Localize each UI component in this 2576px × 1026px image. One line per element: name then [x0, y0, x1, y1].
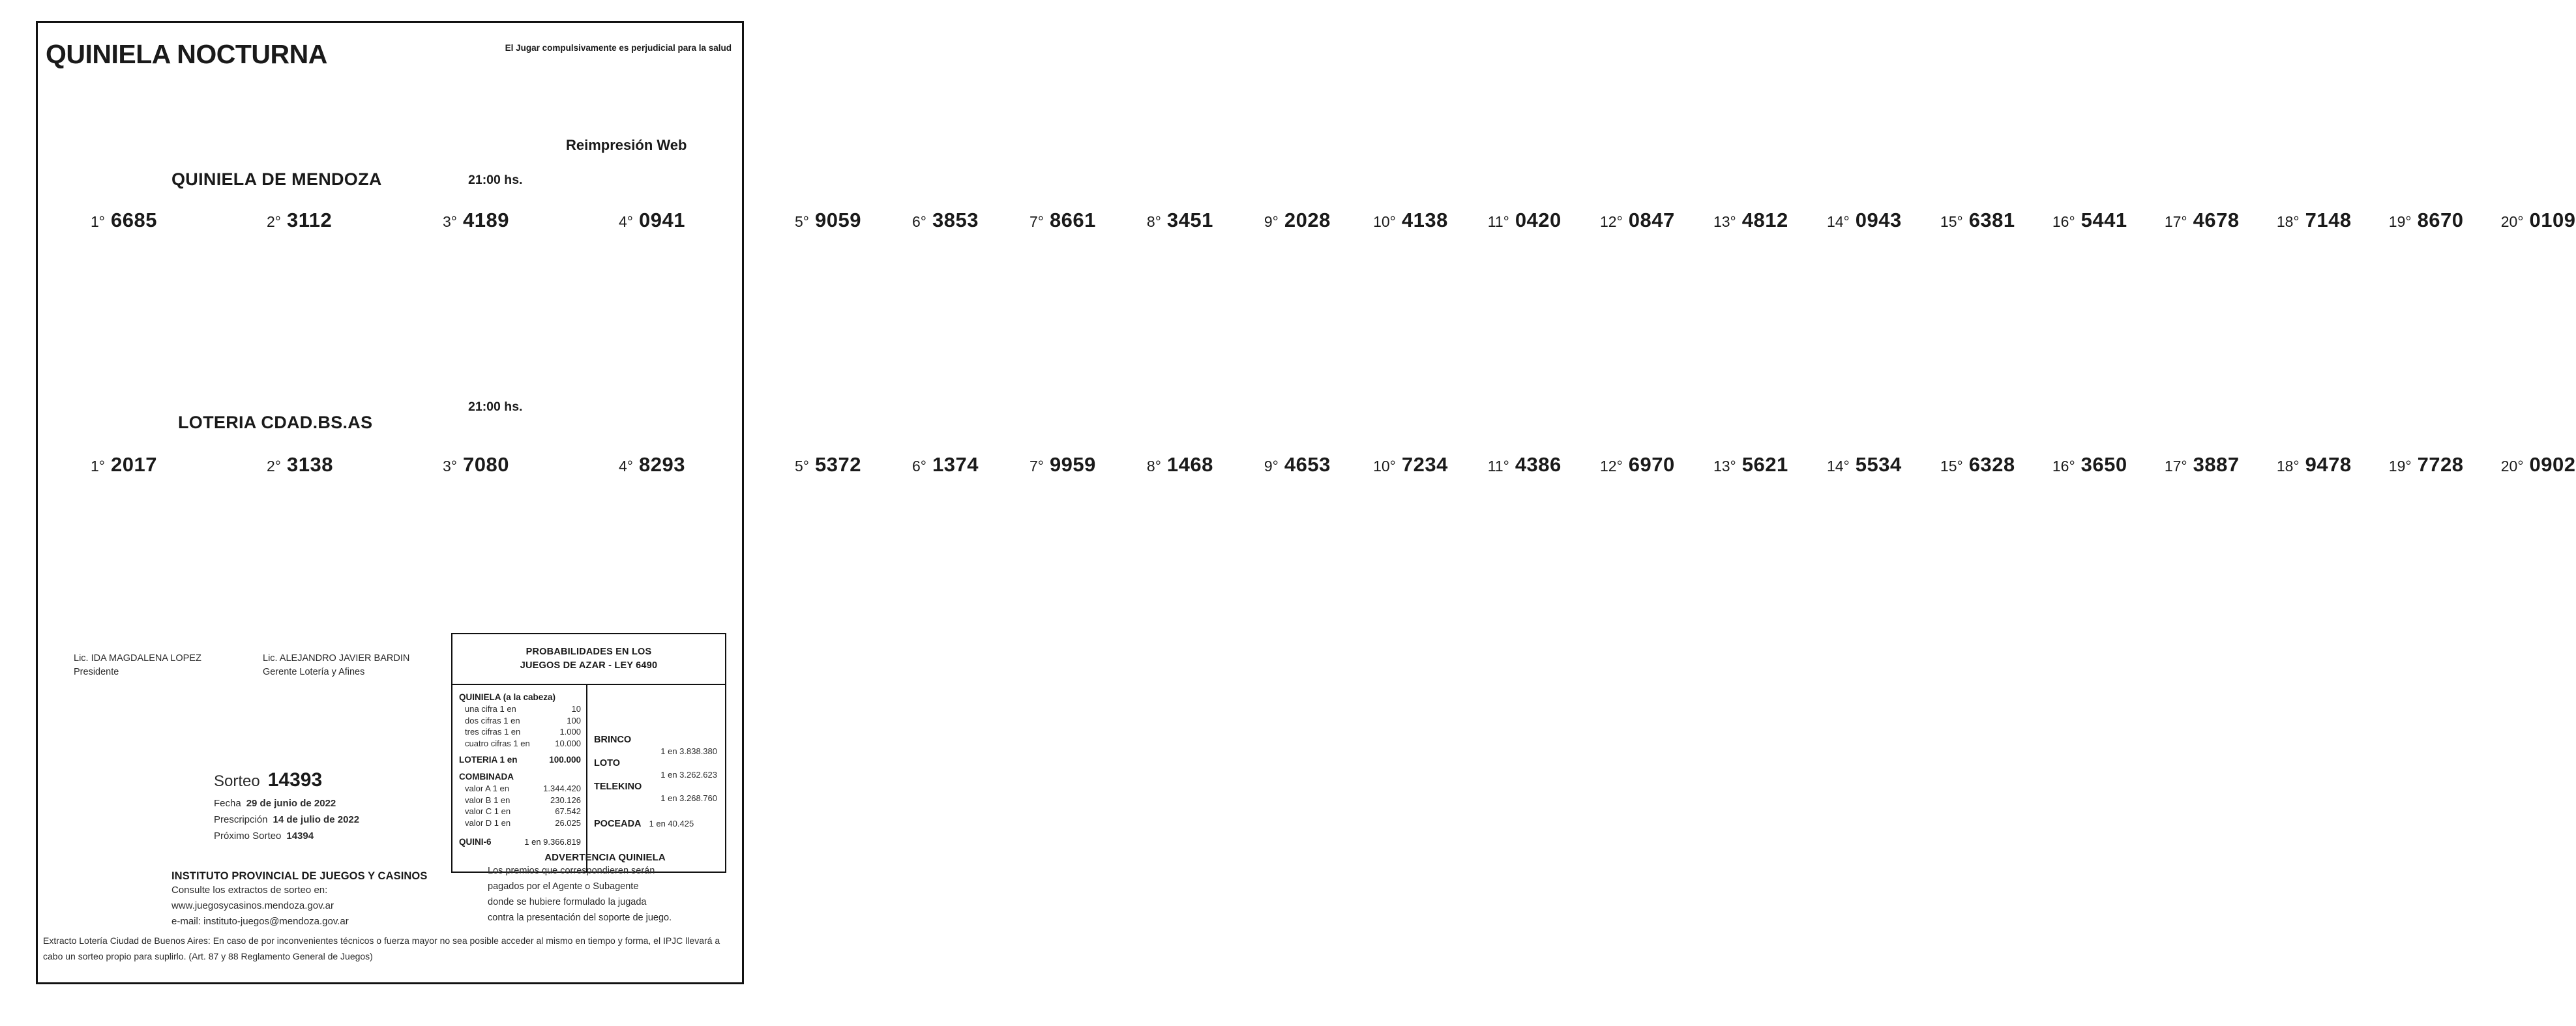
- result-number: 7728: [2417, 453, 2464, 476]
- result-number: 4653: [1284, 453, 1331, 476]
- result-position: 17°: [2164, 213, 2187, 230]
- result-position: 10°: [1373, 458, 1396, 475]
- probability-row: [459, 703, 581, 715]
- result-number: 4189: [463, 209, 509, 231]
- result-position: 20°: [2500, 213, 2524, 230]
- fecha-value: 29 de junio de 2022: [246, 798, 336, 809]
- result-number: 3853: [932, 209, 979, 231]
- game-name: LOTO: [594, 758, 621, 769]
- result-number: 6381: [1968, 209, 2015, 231]
- result-number: 9959: [1049, 453, 1096, 476]
- result-item: [1448, 209, 1562, 246]
- result-number: 2017: [111, 453, 157, 476]
- result-position: 1°: [91, 458, 105, 475]
- result-item: [979, 453, 1096, 490]
- advertencia-line: Los premios que correspondieren serán: [488, 866, 655, 876]
- probability-value: 26.025: [555, 817, 581, 828]
- quini6-label: QUINI-6: [459, 837, 492, 847]
- result-position: 18°: [2276, 458, 2300, 475]
- result-number: 0941: [639, 209, 685, 231]
- result-position: 9°: [1264, 458, 1279, 475]
- result-item: [1096, 209, 1213, 246]
- sorteo-number: 14393: [267, 769, 323, 791]
- advertencia-lines: [488, 863, 722, 926]
- result-number: 4386: [1515, 453, 1562, 476]
- result-number: 8670: [2417, 209, 2464, 231]
- result-position: 14°: [1826, 213, 1850, 230]
- result-item: [2127, 453, 2240, 490]
- result-number: 6970: [1628, 453, 1675, 476]
- result-number: 4678: [2193, 209, 2240, 231]
- result-number: 9059: [815, 209, 861, 231]
- result-item: [1562, 209, 1675, 246]
- result-item: [1788, 209, 1902, 246]
- result-position: 8°: [1146, 213, 1161, 230]
- result-position: 16°: [2052, 213, 2075, 230]
- result-item: [1902, 453, 2015, 490]
- result-item: [1331, 453, 1448, 490]
- game-odds: 1 en 3.268.760: [660, 793, 717, 803]
- probabilities-title-line1: PROBABILIDADES EN LOS: [526, 647, 652, 657]
- result-item: [566, 453, 742, 490]
- result-item: [1562, 453, 1675, 490]
- probability-row: [459, 806, 581, 817]
- probability-label: valor B 1 en: [465, 795, 511, 805]
- result-number: 7148: [2305, 209, 2352, 231]
- result-position: 7°: [1029, 213, 1044, 230]
- probabilities-left-column: [452, 685, 587, 872]
- game-odds: 1 en 3.838.380: [660, 746, 717, 756]
- draw-title-1: LOTERIA CDAD.BS.AS: [178, 413, 373, 432]
- result-position: 9°: [1264, 213, 1279, 230]
- result-position: 17°: [2164, 458, 2187, 475]
- combinada-heading: COMBINADA: [459, 772, 514, 782]
- draw-time-1: 21:00 hs.: [468, 400, 523, 414]
- result-number: 0902: [2529, 453, 2576, 476]
- probability-row: [459, 738, 581, 750]
- signature-president-role: Presidente: [74, 667, 119, 677]
- result-position: 4°: [619, 458, 633, 475]
- result-number: 0943: [1855, 209, 1902, 231]
- result-position: 1°: [91, 213, 105, 230]
- institute-email: e-mail: instituto-juegos@mendoza.gov.ar: [171, 916, 349, 927]
- document-sheet: [36, 21, 2576, 984]
- result-item: [861, 209, 979, 246]
- result-item: [2015, 453, 2127, 490]
- result-position: 2°: [267, 458, 281, 475]
- result-item: [1788, 453, 1902, 490]
- probability-value: 230.126: [550, 795, 581, 805]
- game-odds: 1 en 3.262.623: [660, 770, 717, 780]
- result-position: 10°: [1373, 213, 1396, 230]
- result-position: 7°: [1029, 458, 1044, 475]
- result-item: [2015, 209, 2127, 246]
- probabilities-box: [451, 633, 726, 873]
- probabilities-title-line2: JUEGOS DE AZAR - LEY 6490: [520, 660, 658, 671]
- result-position: 15°: [1940, 213, 1963, 230]
- advertencia-line: contra la presentación del soporte de juego.: [488, 913, 672, 923]
- result-number: 5372: [815, 453, 861, 476]
- fecha-label: Fecha: [214, 798, 241, 809]
- result-position: 5°: [795, 213, 809, 230]
- result-item: [2240, 209, 2352, 246]
- probability-label: tres cifras 1 en: [465, 727, 521, 737]
- result-item: [214, 209, 390, 246]
- result-position: 19°: [2388, 458, 2412, 475]
- probability-value: 1.344.420: [543, 784, 581, 793]
- result-position: 11°: [1487, 458, 1509, 475]
- result-position: 8°: [1146, 458, 1161, 475]
- extracto-footnote: Extracto Lotería Ciudad de Buenos Aires: En caso de por inconvenientes técnicos o fuerza mayor no sea posible acceder al mismo en tiempo y forma, el IPJC llevará a cabo un sorteo propio para suplirlo. (Art. 87 y 88 Reglamento General de Juegos): [43, 935, 720, 961]
- other-games-list: [594, 734, 720, 804]
- result-number: 0847: [1628, 209, 1675, 231]
- result-item: [214, 453, 390, 490]
- prescripcion-value: 14 de julio de 2022: [273, 814, 360, 825]
- result-item: [2240, 453, 2352, 490]
- institute-website: www.juegosycasinos.mendoza.gov.ar: [171, 900, 334, 911]
- sorteo-number-row: [214, 769, 359, 791]
- signature-manager: [263, 652, 409, 679]
- result-position: 20°: [2500, 458, 2524, 475]
- draw-time-0: 21:00 hs.: [468, 173, 523, 187]
- result-number: 5534: [1855, 453, 1902, 476]
- probability-label: valor D 1 en: [465, 817, 511, 828]
- result-number: 4812: [1741, 209, 1788, 231]
- result-item: [742, 209, 861, 246]
- probabilities-body: [452, 685, 725, 872]
- probability-row: [459, 715, 581, 727]
- fecha-row: [214, 795, 359, 812]
- page-title: QUINIELA NOCTURNA: [46, 39, 327, 69]
- sorteo-info: [214, 769, 359, 844]
- prescripcion-label: Prescripción: [214, 814, 268, 825]
- result-position: 16°: [2052, 458, 2075, 475]
- result-number: 7080: [463, 453, 509, 476]
- poceada-label: POCEADA: [594, 819, 642, 829]
- result-position: 2°: [267, 213, 281, 230]
- result-number: 7234: [1401, 453, 1448, 476]
- result-number: 8661: [1049, 209, 1096, 231]
- advertencia-line: donde se hubiere formulado la jugada: [488, 897, 647, 907]
- result-position: 12°: [1600, 213, 1623, 230]
- result-number: 1468: [1166, 453, 1213, 476]
- sorteo-label: Sorteo: [214, 772, 260, 790]
- quiniela-heading: QUINIELA (a la cabeza): [459, 692, 556, 702]
- result-number: 5441: [2080, 209, 2127, 231]
- result-position: 4°: [619, 213, 633, 230]
- institute-line-1: Consulte los extractos de sorteo en:: [171, 885, 328, 896]
- result-item: [1902, 209, 2015, 246]
- proximo-sorteo-label: Próximo Sorteo: [214, 830, 282, 842]
- result-position: 13°: [1713, 458, 1736, 475]
- signature-president-name: Lic. IDA MAGDALENA LOPEZ: [74, 653, 201, 664]
- institute-title: INSTITUTO PROVINCIAL DE JUEGOS Y CASINOS: [171, 870, 428, 882]
- quini6-row: [459, 836, 581, 848]
- advertencia-line: pagados por el Agente o Subagente: [488, 881, 639, 892]
- advertencia-title: ADVERTENCIA QUINIELA: [544, 852, 666, 863]
- result-item: [566, 209, 742, 246]
- result-item: [390, 453, 566, 490]
- institute-info: [171, 870, 427, 930]
- probability-value: 10: [571, 704, 581, 714]
- poceada-row: [594, 819, 720, 829]
- result-item: [1331, 209, 1448, 246]
- quiniela-rows: [459, 703, 581, 749]
- result-number: 3887: [2193, 453, 2240, 476]
- probability-row: [459, 817, 581, 829]
- result-item: [2464, 209, 2576, 246]
- proximo-sorteo-value: 14394: [286, 830, 314, 842]
- game-name: BRINCO: [594, 735, 632, 745]
- result-item: [861, 453, 979, 490]
- result-position: 5°: [795, 458, 809, 475]
- result-item: [2127, 209, 2240, 246]
- result-position: 11°: [1487, 213, 1509, 230]
- probability-value: 1.000: [559, 727, 581, 737]
- probability-label: valor C 1 en: [465, 806, 511, 816]
- signature-president: [74, 652, 201, 679]
- signature-manager-name: Lic. ALEJANDRO JAVIER BARDIN: [263, 653, 410, 664]
- result-position: 13°: [1713, 213, 1736, 230]
- draw-title-0: QUINIELA DE MENDOZA: [171, 169, 382, 189]
- result-number: 6328: [1968, 453, 2015, 476]
- game-name: TELEKINO: [594, 782, 642, 792]
- result-item: [979, 209, 1096, 246]
- result-number: 5621: [1741, 453, 1788, 476]
- probability-row: [459, 783, 581, 795]
- proximo-sorteo-row: [214, 828, 359, 844]
- result-item: [2464, 453, 2576, 490]
- result-item: [1213, 453, 1331, 490]
- probability-row: [459, 795, 581, 806]
- result-item: [38, 453, 214, 490]
- probability-row: [459, 726, 581, 738]
- result-number: 9478: [2305, 453, 2352, 476]
- result-number: 3650: [2080, 453, 2127, 476]
- result-item: [1096, 453, 1213, 490]
- result-item: [38, 209, 214, 246]
- probabilities-header: [452, 634, 725, 685]
- probability-value: 10.000: [555, 738, 581, 748]
- result-position: 3°: [443, 458, 457, 475]
- result-item: [1675, 453, 1788, 490]
- reimpresion-web-label: Reimpresión Web: [566, 137, 687, 153]
- poceada-value: 1 en 40.425: [649, 819, 694, 828]
- result-number: 0420: [1515, 209, 1562, 231]
- results-grid-1: [38, 453, 2576, 490]
- result-position: 6°: [911, 458, 926, 475]
- result-position: 19°: [2388, 213, 2412, 230]
- prescripcion-row: [214, 812, 359, 828]
- probability-label: cuatro cifras 1 en: [465, 738, 530, 748]
- result-item: [1448, 453, 1562, 490]
- result-number: 6685: [111, 209, 157, 231]
- advertencia-block: [488, 852, 722, 926]
- result-item: [2352, 209, 2464, 246]
- result-position: 6°: [911, 213, 926, 230]
- quini6-value: 1 en 9.366.819: [524, 837, 581, 847]
- result-number: 0109: [2529, 209, 2576, 231]
- result-number: 1374: [932, 453, 979, 476]
- result-position: 3°: [443, 213, 457, 230]
- result-item: [1675, 209, 1788, 246]
- result-item: [1213, 209, 1331, 246]
- result-number: 3451: [1166, 209, 1213, 231]
- probability-label: una cifra 1 en: [465, 704, 516, 714]
- result-position: 15°: [1940, 458, 1963, 475]
- probability-value: 100: [567, 715, 581, 726]
- result-position: 18°: [2276, 213, 2300, 230]
- result-number: 3112: [287, 209, 333, 231]
- result-item: [742, 453, 861, 490]
- probabilities-right-column: [587, 685, 725, 872]
- loteria-label: LOTERIA 1 en: [459, 755, 518, 765]
- result-number: 4138: [1401, 209, 1448, 231]
- result-number: 2028: [1284, 209, 1331, 231]
- probability-label: dos cifras 1 en: [465, 715, 520, 726]
- result-position: 12°: [1600, 458, 1623, 475]
- gambling-warning-text: El Jugar compulsivamente es perjudicial para la salud: [505, 43, 732, 53]
- loteria-value: 100.000: [549, 755, 581, 765]
- probability-label: valor A 1 en: [465, 784, 509, 793]
- result-item: [2352, 453, 2464, 490]
- result-position: 14°: [1826, 458, 1850, 475]
- combinada-rows: [459, 783, 581, 828]
- result-number: 3138: [287, 453, 333, 476]
- probability-value: 67.542: [555, 806, 581, 816]
- results-grid-0: [38, 209, 2576, 246]
- loteria-row: [459, 754, 581, 766]
- result-number: 8293: [639, 453, 685, 476]
- signature-manager-role: Gerente Lotería y Afines: [263, 667, 365, 677]
- result-item: [390, 209, 566, 246]
